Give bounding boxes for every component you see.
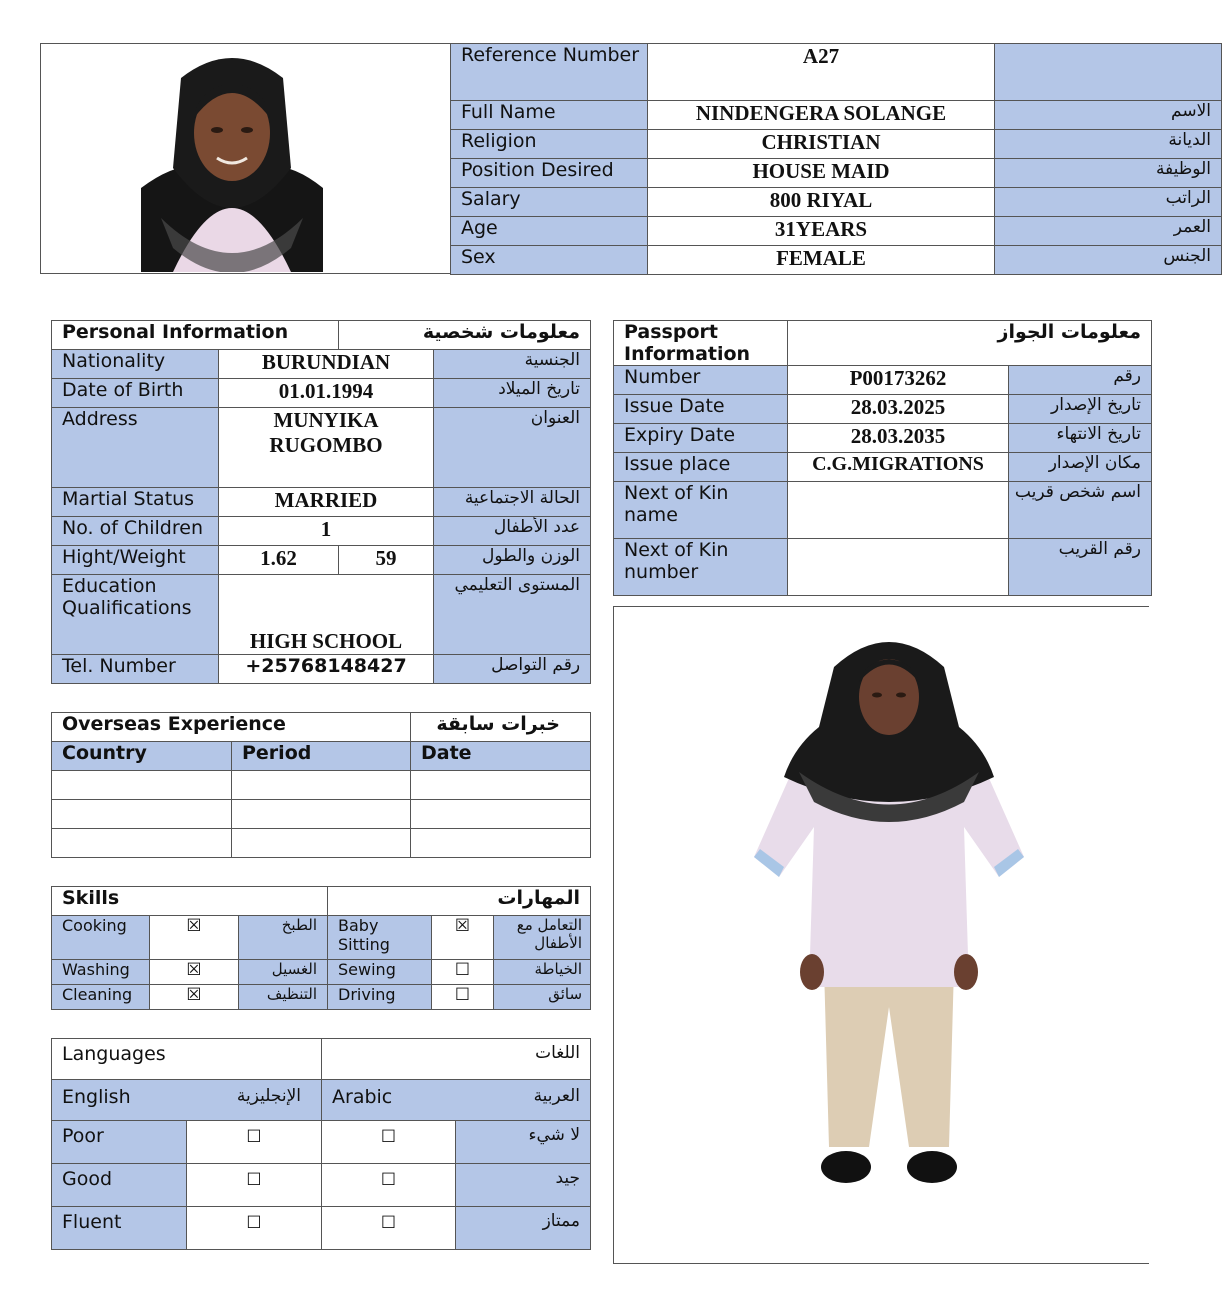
kin-number-value — [788, 539, 1009, 596]
children-value: 1 — [219, 517, 434, 546]
checkbox-english-fluent[interactable]: ☐ — [187, 1207, 322, 1250]
sex-label: Sex — [451, 246, 648, 275]
skill-driving-ar: سائق — [494, 985, 591, 1010]
passport-title-ar: معلومات الجواز — [788, 321, 1152, 366]
portrait-photo — [141, 48, 323, 272]
issue-date-label: Issue Date — [614, 395, 788, 424]
skill-baby-sitting-ar: التعامل مع الأطفال — [494, 916, 591, 960]
skills-title: Skills — [52, 887, 328, 916]
kin-number-ar: رقم القريب — [1009, 539, 1152, 596]
position-ar: الوظيفة — [995, 159, 1222, 188]
checkbox-arabic-poor[interactable]: ☐ — [322, 1121, 456, 1164]
skill-cooking-ar: الطبخ — [239, 916, 328, 960]
overseas-table — [51, 712, 591, 858]
marital-label: Martial Status — [52, 488, 219, 517]
marital-ar: الحالة الاجتماعية — [434, 488, 591, 517]
languages-title-ar: اللغات — [322, 1039, 591, 1080]
age-label: Age — [451, 217, 648, 246]
position-label: Position Desired — [451, 159, 648, 188]
kin-number-label: Next of Kin number — [614, 539, 788, 596]
checkbox-cooking[interactable]: ☒ — [150, 916, 239, 960]
reference-value: A27 — [648, 44, 995, 101]
full-name-ar: الاسم — [995, 101, 1222, 130]
checkbox-driving[interactable]: ☐ — [432, 985, 494, 1010]
full-body-photo — [724, 627, 1044, 1197]
nationality-ar: الجنسية — [434, 350, 591, 379]
tel-value: +25768148427 — [219, 655, 434, 684]
salary-ar: الراتب — [995, 188, 1222, 217]
issue-place-label: Issue place — [614, 453, 788, 482]
skill-driving: Driving — [328, 985, 432, 1010]
religion-value: CHRISTIAN — [648, 130, 995, 159]
col-date: Date — [411, 742, 591, 771]
sex-ar: الجنس — [995, 246, 1222, 275]
overseas-title: Overseas Experience — [52, 713, 411, 742]
skills-table — [51, 886, 591, 1010]
checkbox-arabic-good[interactable]: ☐ — [322, 1164, 456, 1207]
reference-ar-cell — [995, 44, 1222, 101]
top-info-table — [450, 43, 1222, 275]
passport-number-ar: رقم — [1009, 366, 1152, 395]
arabic-header — [322, 1080, 591, 1121]
checkbox-arabic-fluent[interactable]: ☐ — [322, 1207, 456, 1250]
education-value: HIGH SCHOOL — [219, 575, 434, 655]
weight-value: 59 — [339, 546, 434, 575]
height-weight-ar: الوزن والطول — [434, 546, 591, 575]
passport-info-table — [613, 320, 1152, 596]
issue-date-ar: تاريخ الإصدار — [1009, 395, 1152, 424]
tel-label: Tel. Number — [52, 655, 219, 684]
salary-label: Salary — [451, 188, 648, 217]
table-row — [52, 800, 591, 829]
level-fluent-ar: ممتاز — [456, 1207, 591, 1250]
tel-ar: رقم التواصل — [434, 655, 591, 684]
issue-place-value: C.G.MIGRATIONS — [788, 453, 1009, 482]
issue-place-ar: مكان الإصدار — [1009, 453, 1152, 482]
expiry-date-value: 28.03.2035 — [788, 424, 1009, 453]
passport-title: Passport Information — [614, 321, 788, 366]
col-country: Country — [52, 742, 232, 771]
education-ar: المستوى التعليمي — [434, 575, 591, 655]
table-row — [52, 829, 591, 858]
checkbox-baby-sitting[interactable]: ☒ — [432, 916, 494, 960]
skill-washing: Washing — [52, 960, 150, 985]
checkbox-washing[interactable]: ☒ — [150, 960, 239, 985]
marital-value: MARRIED — [219, 488, 434, 517]
expiry-date-label: Expiry Date — [614, 424, 788, 453]
passport-number-label: Number — [614, 366, 788, 395]
skill-sewing-ar: الخياطة — [494, 960, 591, 985]
kin-name-ar: اسم شخص قريب — [1009, 482, 1152, 539]
table-row — [52, 771, 591, 800]
height-weight-label: Hight/Weight — [52, 546, 219, 575]
header-box — [40, 43, 450, 274]
position-value: HOUSE MAID — [648, 159, 995, 188]
languages-table — [51, 1038, 591, 1250]
col-period: Period — [232, 742, 411, 771]
arabic-label: Arabic — [332, 1086, 393, 1108]
salary-value: 800 RIYAL — [648, 188, 995, 217]
checkbox-cleaning[interactable]: ☒ — [150, 985, 239, 1010]
full-name-value: NINDENGERA SOLANGE — [648, 101, 995, 130]
arabic-label-ar: العربية — [533, 1086, 581, 1106]
level-good: Good — [52, 1164, 187, 1207]
languages-title: Languages — [52, 1039, 322, 1080]
expiry-date-ar: تاريخ الانتهاء — [1009, 424, 1152, 453]
checkbox-english-poor[interactable]: ☐ — [187, 1121, 322, 1164]
kin-name-label: Next of Kin name — [614, 482, 788, 539]
kin-name-value — [788, 482, 1009, 539]
children-ar: عدد الأطفال — [434, 517, 591, 546]
dob-ar: تاريخ الميلاد — [434, 379, 591, 408]
english-header — [52, 1080, 322, 1121]
children-label: No. of Children — [52, 517, 219, 546]
personal-title: Personal Information — [52, 321, 339, 350]
sex-value: FEMALE — [648, 246, 995, 275]
skill-baby-sitting: Baby Sitting — [328, 916, 432, 960]
level-good-ar: جيد — [456, 1164, 591, 1207]
address-label: Address — [52, 408, 219, 488]
address-ar: العنوان — [434, 408, 591, 488]
address-value: MUNYIKA RUGOMBO — [219, 408, 434, 488]
dob-label: Date of Birth — [52, 379, 219, 408]
level-fluent: Fluent — [52, 1207, 187, 1250]
english-label-ar: الإنجليزية — [236, 1086, 302, 1106]
checkbox-sewing[interactable]: ☐ — [432, 960, 494, 985]
personal-info-table — [51, 320, 591, 684]
religion-label: Religion — [451, 130, 648, 159]
full-name-label: Full Name — [451, 101, 648, 130]
education-label: Education Qualifications — [52, 575, 219, 655]
dob-value: 01.01.1994 — [219, 379, 434, 408]
skill-washing-ar: الغسيل — [239, 960, 328, 985]
skill-cooking: Cooking — [52, 916, 150, 960]
checkbox-english-good[interactable]: ☐ — [187, 1164, 322, 1207]
nationality-label: Nationality — [52, 350, 219, 379]
skill-cleaning-ar: التنظيف — [239, 985, 328, 1010]
skill-cleaning: Cleaning — [52, 985, 150, 1010]
height-value: 1.62 — [219, 546, 339, 575]
age-value: 31YEARS — [648, 217, 995, 246]
level-poor-ar: لا شيء — [456, 1121, 591, 1164]
issue-date-value: 28.03.2025 — [788, 395, 1009, 424]
english-label: English — [62, 1086, 131, 1108]
religion-ar: الديانة — [995, 130, 1222, 159]
passport-number-value: P00173262 — [788, 366, 1009, 395]
nationality-value: BURUNDIAN — [219, 350, 434, 379]
full-body-photo-frame — [613, 606, 1149, 1264]
skills-title-ar: المهارات — [328, 887, 591, 916]
personal-title-ar: معلومات شخصية — [339, 321, 591, 350]
level-poor: Poor — [52, 1121, 187, 1164]
skill-sewing: Sewing — [328, 960, 432, 985]
overseas-title-ar: خبرات سابقة — [411, 713, 591, 742]
reference-label: Reference Number — [451, 44, 648, 101]
age-ar: العمر — [995, 217, 1222, 246]
